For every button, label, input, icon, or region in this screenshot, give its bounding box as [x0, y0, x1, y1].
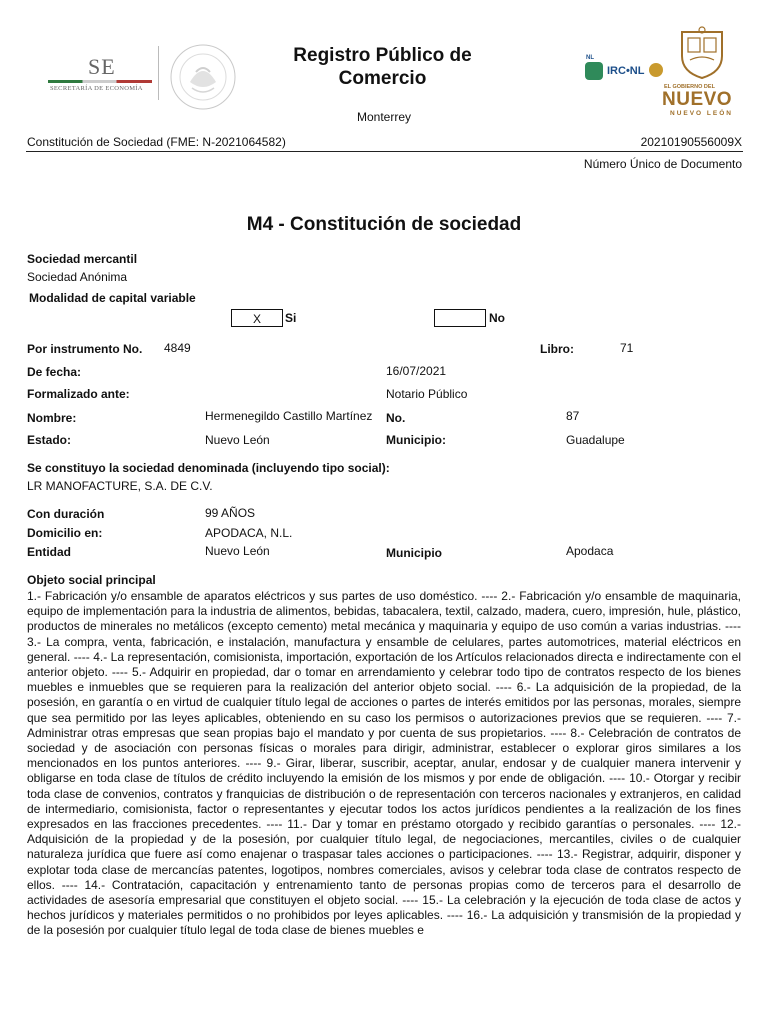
- objeto-label: Objeto social principal: [27, 573, 156, 587]
- estado-label: Estado:: [27, 433, 72, 447]
- logo-divider: [158, 46, 159, 100]
- company-name: LR MANOFACTURE, S.A. DE C.V.: [27, 479, 213, 493]
- nuevo-text: NUEVO: [662, 89, 733, 110]
- nud-label: Número Único de Documento: [583, 157, 742, 171]
- duracion-label: Con duración: [27, 507, 105, 521]
- domicilio-label: Domicilio en:: [27, 526, 103, 540]
- municipio2-value: Apodaca: [566, 544, 614, 558]
- objeto-social-text: 1.- Fabricación y/o ensamble de aparatos eléctricos y sus partes de uso doméstico. ---- 2.- Fabricación y/o ensamble de maquinaria, equipo de implementación para la industria de alimentos, bebidas, tabacalera, textil, calzado, madera, cuero, impresión, hule, plástico, productos de minerales no metálicos (excepto cemento) metal mecánica y maquinaria y equipo de uso común a varias industrias. ---- 3.- La compra, venta, fabricación, e instalación, manufactura y ensamble de celulares, partes automotrices, material eléctricos en general. ---- 4.- La representación, comisionista, importación, exportación de los Artículos relacionados directa e indirectamente con el anterior objeto. ---- 5.- Adquirir en propiedad, dar o tomar en arrendamiento y celebrar todo tipo de contratos respecto de los bienes muebles e inmuebles que se requieren para la realización del anterior objeto social. ---- 6.- La adquisición de la propiedad, de la posesión, en garantía o en virtud de cualquier título legal de acciones o partes de interés emitidos por las personas, morales, siempre que sea permitido por las leyes aplicables, obteniendo en su caso los permisos o autorizaciones previos que se requieren. ---- 7.- Administrar otras empresas que sean propias bajo el mandato y por cuenta de sus propietarios. ---- 8.- Celebración de contratos de sociedad y de asociación con personas físicas o morales para dirigir, administrar, establecer o explorar giros similares a los mencionados en los puntos anteriores. ---- 9.- Girar, liberar, suscribir, aceptar, anular, endosar y de cualquier manera intervenir y obligarse en toda clase de títulos de crédito incluyendo la emisión de los mismos y por ende de obligación. ---- 10.- Otorgar y recibir toda clase de convenios, contratos y franquicias de distribución o de representación con terceros nacionales y extranjeros, en calidad de intermediario, comisionista, factor o representantes y ejecutar todos los actos jurídicos pendientes a la realización de los fines expresados en las fracciones precedentes. ---- 11.- Dar y tomar en préstamo otorgado y recibido garantías o personales. ---- 12.- Adquisición de la propiedad y de la posesión, por cualquier título legal, de negociaciones, mercantiles, civiles o de cualquier naturaleza jurídica que fuere así como enajenar o traspasar tales acciones o participaciones. ---- 13.- Registrar, adquirir, disponer y explotar toda clase de mercancías patentes, logotipos, nombres comerciales, avisos y celebrar toda clase de contratos respecto de ellos. ---- 14.- Contratación, capacitación y entrenamiento tanto de personas propias como de terceros para el desarrollo de actividades de asesoría empresarial que constituyen el objeto social. ---- 15.- La celebración y la ejecución de toda clase de actos y hechos jurídicos y materiales permitidos o no prohibidos por leyes aplicables. ---- 16.- La adquisición y transmisión de la propiedad y de la posesión por cualquier título legal de toda clase de bienes muebles e: [27, 589, 741, 938]
- instrumento-value: 4849: [164, 341, 191, 355]
- se-logo-text: SE: [88, 54, 116, 79]
- capital-variable-no-checkbox[interactable]: [434, 309, 486, 327]
- se-logo-stripe: [48, 80, 152, 83]
- nl-badge-text: NL: [586, 55, 594, 61]
- doc-bar-rule: [26, 151, 743, 152]
- document-number: 20210190556009X: [640, 135, 742, 149]
- entidad-value: Nuevo León: [205, 544, 270, 558]
- nombre-label: Nombre:: [27, 411, 77, 425]
- nombre-value: Hermenegildo Castillo Martínez: [205, 409, 373, 423]
- fecha-value: 16/07/2021: [386, 364, 447, 378]
- nuevo-leon-shield-icon: [660, 26, 744, 80]
- municipio2-label: Municipio: [386, 546, 442, 560]
- capital-variable-no-label: No: [489, 311, 505, 325]
- irc-text: IRC•NL: [607, 65, 645, 77]
- se-logo: [46, 52, 154, 98]
- se-logo-subtitle: SECRETARÍA DE ECONOMÍA: [50, 85, 143, 92]
- capital-variable-si-label: Si: [285, 311, 297, 325]
- modalidad-label: Modalidad de capital variable: [29, 291, 196, 305]
- fecha-label: De fecha:: [27, 365, 82, 379]
- registry-title: Registro Público de Comercio: [293, 45, 472, 89]
- libro-value: 71: [620, 341, 634, 355]
- entidad-label: Entidad: [27, 545, 71, 559]
- formalizado-label: Formalizado ante:: [27, 387, 130, 401]
- municipio-value: Guadalupe: [566, 433, 625, 447]
- gobierno-text: EL GOBIERNO DEL: [664, 84, 715, 90]
- duracion-value: 99 AÑOS: [205, 506, 256, 520]
- mexico-seal: [168, 42, 238, 112]
- libro-label: Libro:: [540, 342, 574, 356]
- nuevo-leon-logo: [660, 26, 744, 118]
- nl-badge: [586, 55, 594, 61]
- sociedad-value: Sociedad Anónima: [27, 270, 128, 284]
- notario-number-label: No.: [386, 411, 406, 425]
- municipio-label: Municipio:: [386, 433, 446, 447]
- instrumento-label: Por instrumento No.: [27, 342, 143, 356]
- capital-variable-si-checkbox[interactable]: X: [231, 309, 283, 327]
- city-label: Monterrey: [357, 110, 412, 124]
- estado-value: Nuevo León: [205, 433, 270, 447]
- domicilio-value: APODACA, N.L.: [205, 526, 293, 540]
- nuevo-leon-text: NUEVO LEÓN: [670, 110, 733, 117]
- sociedad-label: Sociedad mercantil: [27, 252, 138, 266]
- form-heading: M4 - Constitución de sociedad: [246, 214, 522, 235]
- document-type: Constitución de Sociedad (FME: N-2021064582): [27, 135, 286, 149]
- constituyo-label: Se constituyo la sociedad denominada (incluyendo tipo social):: [27, 461, 390, 475]
- notario-number-value: 87: [566, 409, 580, 423]
- irc-logo: [585, 62, 663, 82]
- formalizado-value: Notario Público: [386, 387, 468, 401]
- irc-icon: [585, 62, 603, 80]
